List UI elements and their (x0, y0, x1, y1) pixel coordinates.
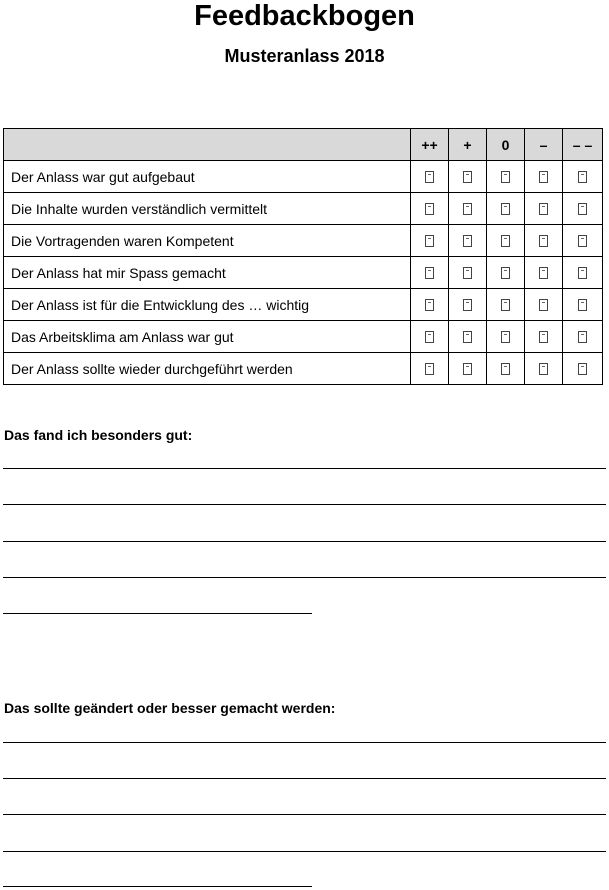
rating-checkbox[interactable] (425, 235, 434, 247)
writing-line[interactable] (3, 504, 606, 505)
rating-checkbox[interactable] (539, 235, 548, 247)
rating-checkbox[interactable] (539, 363, 548, 375)
page-subtitle: Musteranlass 2018 (224, 46, 385, 66)
writing-line[interactable] (3, 613, 312, 614)
column-header: 0 (487, 129, 525, 161)
rating-checkbox[interactable] (501, 171, 510, 183)
rating-checkbox[interactable] (463, 171, 472, 183)
rating-checkbox[interactable] (578, 267, 587, 279)
table-row (4, 321, 603, 353)
rating-checkbox[interactable] (539, 299, 548, 311)
question-label: Der Anlass ist für die Entwicklung des … wichtig (4, 289, 411, 321)
rating-checkbox[interactable] (501, 203, 510, 215)
question-label: Der Anlass war gut aufgebaut (4, 161, 411, 193)
rating-checkbox[interactable] (501, 235, 510, 247)
rating-checkbox[interactable] (425, 363, 434, 375)
rating-checkbox[interactable] (425, 331, 434, 343)
writing-line[interactable] (3, 851, 606, 852)
rating-checkbox[interactable] (463, 203, 472, 215)
table-row (4, 353, 603, 385)
table-row (4, 161, 603, 193)
rating-checkbox[interactable] (463, 299, 472, 311)
rating-checkbox[interactable] (463, 235, 472, 247)
rating-checkbox[interactable] (425, 171, 434, 183)
improve-section-label: Das sollte geändert oder besser gemacht werden: (4, 700, 336, 716)
rating-checkbox[interactable] (578, 203, 587, 215)
column-header: – (525, 129, 563, 161)
table-header-row (4, 129, 603, 161)
column-header: – – (563, 129, 603, 161)
rating-checkbox[interactable] (578, 299, 587, 311)
header-corner-cell (4, 129, 411, 161)
rating-checkbox[interactable] (463, 267, 472, 279)
writing-line[interactable] (3, 541, 606, 542)
column-header: ++ (411, 129, 449, 161)
rating-checkbox[interactable] (578, 363, 587, 375)
table-row (4, 193, 603, 225)
question-label: Die Inhalte wurden verständlich vermittelt (4, 193, 411, 225)
feedback-table (3, 128, 603, 385)
rating-checkbox[interactable] (501, 299, 510, 311)
rating-checkbox[interactable] (501, 331, 510, 343)
writing-line[interactable] (3, 778, 606, 779)
writing-line[interactable] (3, 814, 606, 815)
rating-checkbox[interactable] (539, 171, 548, 183)
table-row (4, 225, 603, 257)
rating-checkbox[interactable] (425, 299, 434, 311)
rating-checkbox[interactable] (578, 235, 587, 247)
writing-line[interactable] (3, 886, 312, 887)
question-label: Der Anlass hat mir Spass gemacht (4, 257, 411, 289)
rating-checkbox[interactable] (463, 363, 472, 375)
rating-checkbox[interactable] (463, 331, 472, 343)
rating-checkbox[interactable] (578, 171, 587, 183)
rating-checkbox[interactable] (501, 267, 510, 279)
question-label: Der Anlass sollte wieder durchgeführt werden (4, 353, 411, 385)
writing-line[interactable] (3, 468, 606, 469)
column-header: + (449, 129, 487, 161)
question-label: Die Vortragenden waren Kompetent (4, 225, 411, 257)
rating-checkbox[interactable] (539, 203, 548, 215)
table-row (4, 257, 603, 289)
rating-checkbox[interactable] (539, 331, 548, 343)
writing-line[interactable] (3, 577, 606, 578)
rating-checkbox[interactable] (539, 267, 548, 279)
rating-checkbox[interactable] (578, 331, 587, 343)
table-row (4, 289, 603, 321)
question-label: Das Arbeitsklima am Anlass war gut (4, 321, 411, 353)
good-section-label: Das fand ich besonders gut: (4, 427, 193, 443)
page-title: Feedbackbogen (194, 0, 415, 32)
rating-checkbox[interactable] (501, 363, 510, 375)
writing-line[interactable] (3, 742, 606, 743)
rating-checkbox[interactable] (425, 267, 434, 279)
rating-checkbox[interactable] (425, 203, 434, 215)
